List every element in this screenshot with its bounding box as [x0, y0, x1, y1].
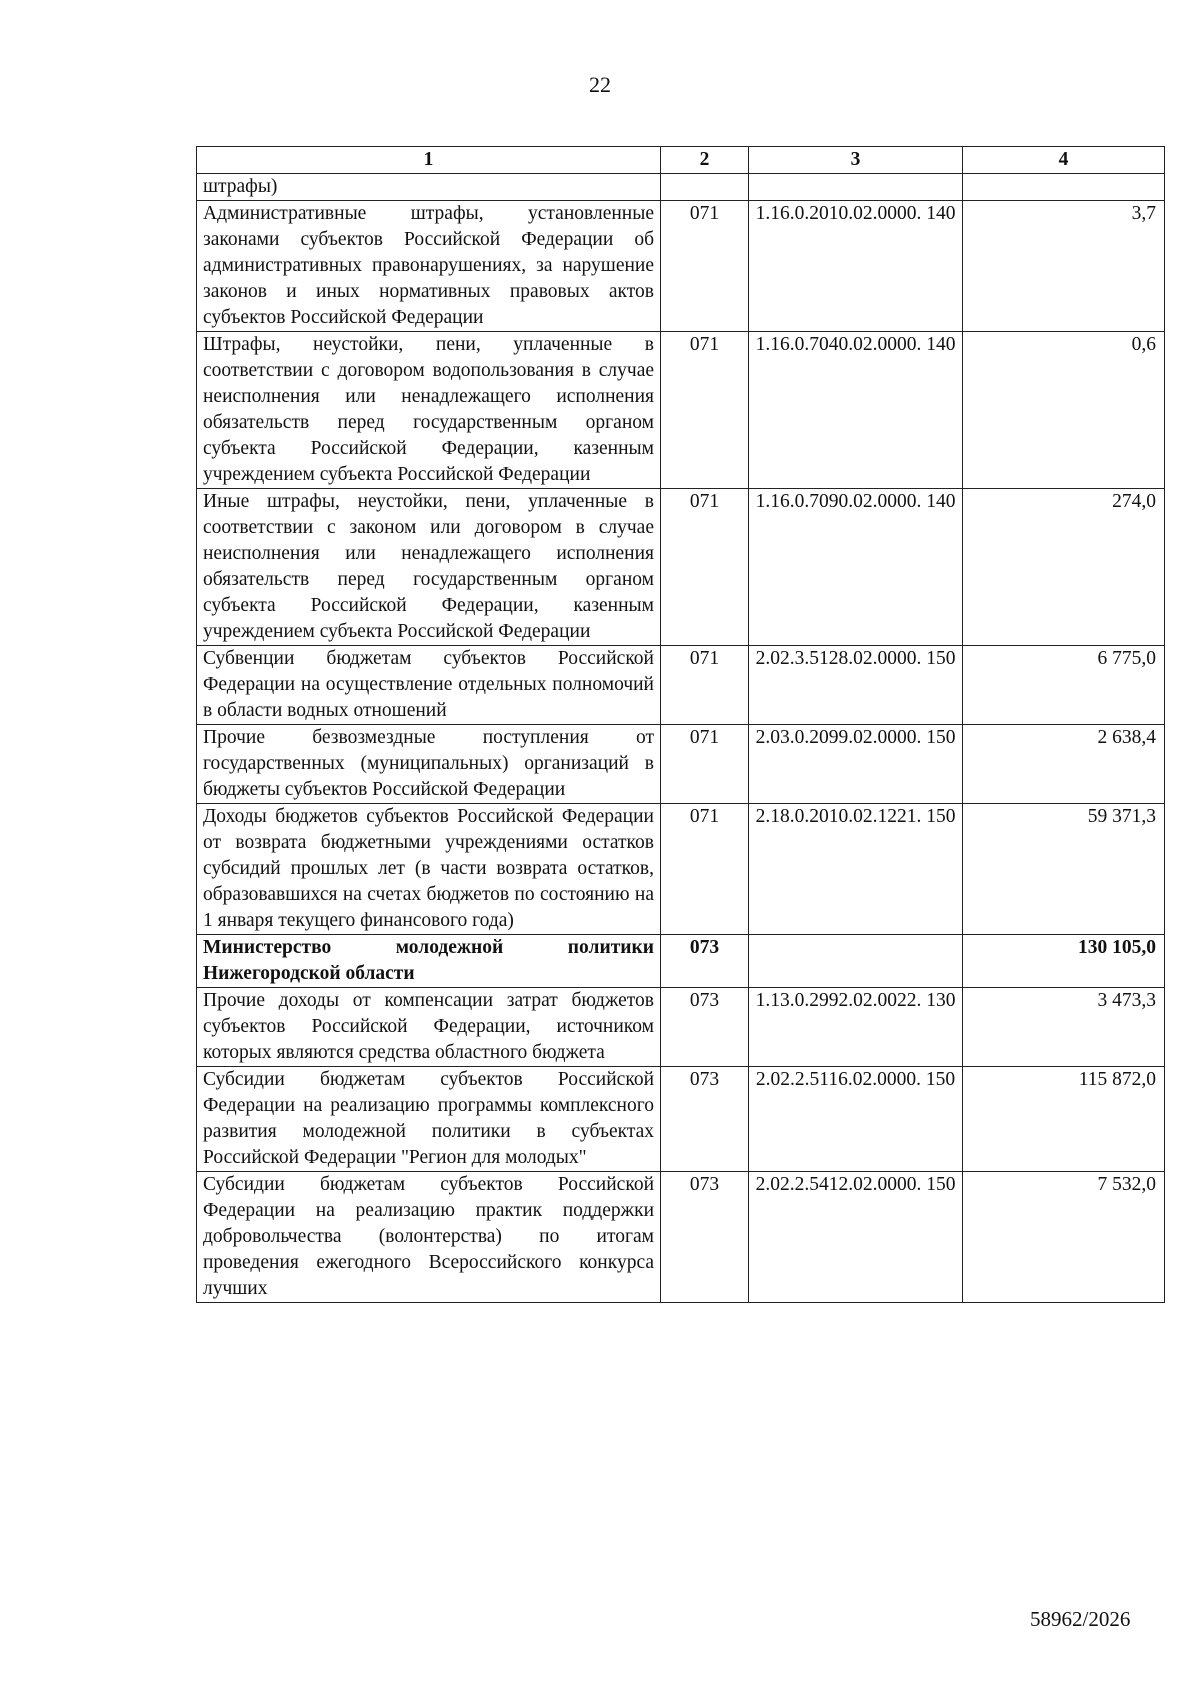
- table-row: [197, 332, 1165, 489]
- row-amount-cell: 7 532,0: [963, 1172, 1165, 1303]
- row-name-cell: Штрафы, неустойки, пени, уплаченные в соответствии с договором водопользования в случае неисполнения или ненадлежащего исполнения обязательств перед государственным органом субъекта Российской Федерации, казенным учреждением субъекта Российской Федерации: [197, 332, 661, 489]
- row-kbk-cell: [749, 174, 963, 201]
- table-row: [197, 1067, 1165, 1172]
- row-code-cell: 071: [661, 332, 749, 489]
- row-name-cell: Субвенции бюджетам субъектов Российской Федерации на осуществление отдельных полномочий в области водных отношений: [197, 646, 661, 725]
- row-amount-cell: 2 638,4: [963, 725, 1165, 804]
- row-kbk-cell: 2.02.2.5116.02.0000. 150: [749, 1067, 963, 1172]
- table-row: [197, 201, 1165, 332]
- row-name-cell: штрафы): [197, 174, 661, 201]
- row-name-cell: Субсидии бюджетам субъектов Российской Федерации на реализацию практик поддержки добровольчества (волонтерства) по итогам проведения ежегодного Всероссийского конкурса лучших: [197, 1172, 661, 1303]
- row-code-cell: 073: [661, 935, 749, 988]
- row-code-cell: 071: [661, 646, 749, 725]
- row-kbk-cell: 2.02.2.5412.02.0000. 150: [749, 1172, 963, 1303]
- row-code-cell: 071: [661, 804, 749, 935]
- row-amount-cell: 115 872,0: [963, 1067, 1165, 1172]
- row-kbk-cell: 2.18.0.2010.02.1221. 150: [749, 804, 963, 935]
- row-amount-cell: 130 105,0: [963, 935, 1165, 988]
- row-code-cell: 073: [661, 988, 749, 1067]
- row-code-cell: [661, 174, 749, 201]
- row-name-cell: Министерство молодежной политики Нижегородской области: [197, 935, 661, 988]
- row-code-cell: 071: [661, 489, 749, 646]
- row-kbk-cell: 2.03.0.2099.02.0000. 150: [749, 725, 963, 804]
- column-header-1: 1: [197, 147, 661, 174]
- row-amount-cell: 59 371,3: [963, 804, 1165, 935]
- row-name-cell: Административные штрафы, установленные законами субъектов Российской Федерации об административных правонарушениях, за нарушение законов и иных нормативных правовых актов субъектов Российской Федерации: [197, 201, 661, 332]
- row-code-cell: 071: [661, 201, 749, 332]
- column-header-2: 2: [661, 147, 749, 174]
- document-number: 58962/2026: [1030, 1607, 1131, 1631]
- revenue-table: [196, 146, 1165, 1303]
- row-name-cell: Иные штрафы, неустойки, пени, уплаченные в соответствии с законом или договором в случае неисполнения или ненадлежащего исполнения обязательств перед государственным органом субъекта Российской Федерации, казенным учреждением субъекта Российской Федерации: [197, 489, 661, 646]
- row-kbk-cell: 1.16.0.7040.02.0000. 140: [749, 332, 963, 489]
- row-amount-cell: 3 473,3: [963, 988, 1165, 1067]
- row-amount-cell: 6 775,0: [963, 646, 1165, 725]
- page-number: 22: [589, 72, 611, 97]
- row-code-cell: 071: [661, 725, 749, 804]
- row-amount-cell: 274,0: [963, 489, 1165, 646]
- row-name-cell: Прочие безвозмездные поступления от государственных (муниципальных) организаций в бюджеты субъектов Российской Федерации: [197, 725, 661, 804]
- row-kbk-cell: [749, 935, 963, 988]
- table-row: [197, 646, 1165, 725]
- table-row: [197, 174, 1165, 201]
- row-amount-cell: 3,7: [963, 201, 1165, 332]
- column-header-4: 4: [963, 147, 1165, 174]
- table-row: [197, 1172, 1165, 1303]
- row-name-cell: Субсидии бюджетам субъектов Российской Федерации на реализацию программы комплексного развития молодежной политики в субъектах Российской Федерации "Регион для молодых": [197, 1067, 661, 1172]
- table-row: [197, 935, 1165, 988]
- row-name-cell: Доходы бюджетов субъектов Российской Федерации от возврата бюджетными учреждениями остатков субсидий прошлых лет (в части возврата остатков, образовавшихся на счетах бюджетов по состоянию на 1 января текущего финансового года): [197, 804, 661, 935]
- table-row: [197, 725, 1165, 804]
- table-header-row: [197, 147, 1165, 174]
- table-row: [197, 489, 1165, 646]
- row-code-cell: 073: [661, 1172, 749, 1303]
- row-kbk-cell: 1.13.0.2992.02.0022. 130: [749, 988, 963, 1067]
- table-body: [197, 174, 1165, 1303]
- table-row: [197, 988, 1165, 1067]
- table-row: [197, 804, 1165, 935]
- row-amount-cell: 0,6: [963, 332, 1165, 489]
- row-amount-cell: [963, 174, 1165, 201]
- row-code-cell: 073: [661, 1067, 749, 1172]
- row-name-cell: Прочие доходы от компенсации затрат бюджетов субъектов Российской Федерации, источником которых являются средства областного бюджета: [197, 988, 661, 1067]
- row-kbk-cell: 2.02.3.5128.02.0000. 150: [749, 646, 963, 725]
- row-kbk-cell: 1.16.0.7090.02.0000. 140: [749, 489, 963, 646]
- row-kbk-cell: 1.16.0.2010.02.0000. 140: [749, 201, 963, 332]
- column-header-3: 3: [749, 147, 963, 174]
